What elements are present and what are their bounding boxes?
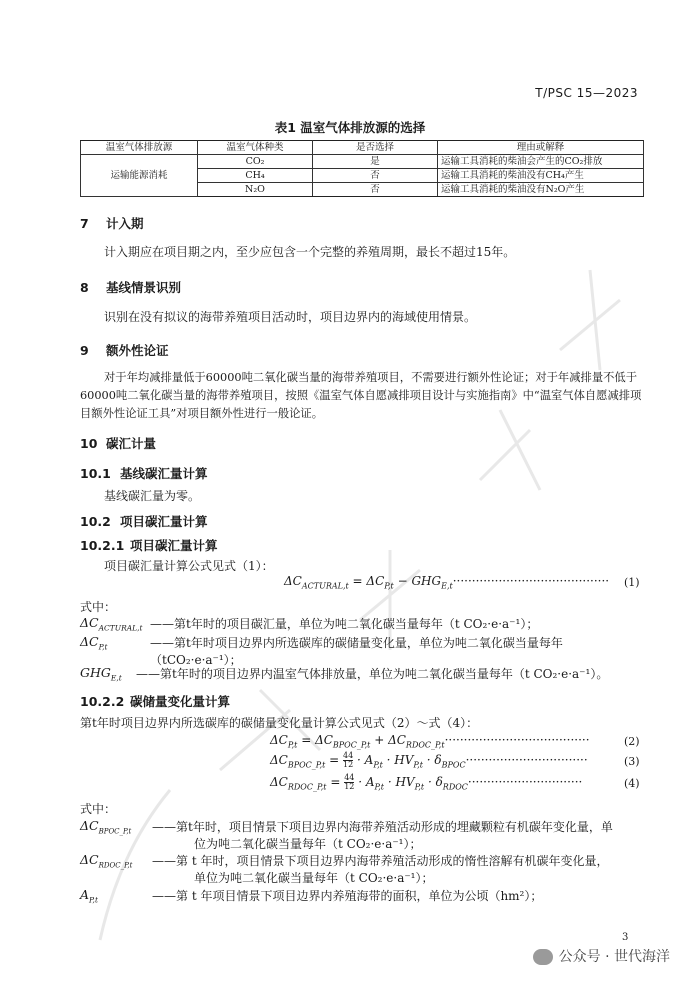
section-10-2-heading: 10.2 项目碳汇量计算 — [80, 514, 208, 529]
section-9-heading: 9 额外性论证 — [80, 343, 169, 358]
symbol-a-p: $A_{P,t}$ — [80, 887, 98, 905]
page-number: 3 — [622, 932, 629, 943]
cell-selected: 否 — [313, 169, 438, 183]
cell-reason: 运输工具消耗的柴油没有N₂O产生 — [438, 183, 644, 197]
where-label: 式中： — [80, 600, 117, 614]
section-7-heading: 7 计入期 — [80, 216, 144, 231]
cell-selected: 是 — [313, 155, 438, 169]
section-7-text: 计入期应在项目期之内，至少应包含一个完整的养殖周期，最长不超过15年。 — [104, 245, 516, 259]
definition-ghg-e: ——第t年时的项目边界内温室气体排放量，单位为吨二氧化碳当量每年（t CO₂·e·a⁻¹）。 — [136, 667, 609, 681]
equation-3: $\Delta C_{BPOC\_P,t}$ = $\frac{44}{12}$ · $A_{P,t} \cdot HV_{P,t} \cdot \delta_{BPOC}\cdot\cdot\cdot\cdot\cdot\cdot\cdot\cdot\cdot\cdot\cdot\cdot\cdot\cdot\cdot\cdot\cdot\cdot\cdot\cdot\cdot\cdot\cdot\cdot\cdot\cdot\cdot\cdot\cdot\cdot\cdot\cdot$ — [270, 751, 588, 770]
section-10-2-1-heading: 10.2.1 项目碳汇量计算 — [80, 538, 218, 553]
formula-2-intro: 第t年时项目边界内所选碳库的碳储量变化量计算公式见式（2）～式（4）： — [80, 716, 479, 730]
section-8-heading: 8 基线情景识别 — [80, 280, 182, 295]
equation-2: $\Delta C_{P,t} = \Delta C_{BPOC\_P,t} + \Delta C_{RDOC\_P,t}\cdot\cdot\cdot\cdot\cdot\cdot\cdot\cdot\cdot\cdot\cdot\cdot\cdot\cdot\cdot\cdot\cdot\cdot\cdot\cdot\cdot\cdot\cdot\cdot\cdot\cdot\cdot\cdot\cdot\cdot\cdot\cdot\cdot\cdot\cdot\cdot\cdot\cdot$ — [270, 733, 590, 750]
cell-reason: 运输工具消耗的柴油会产生的CO₂排放 — [438, 155, 644, 169]
cell-source: 运输能源消耗 — [81, 155, 198, 197]
symbol-ghg-e: $GHG_{E,t}$ — [80, 665, 122, 683]
section-10-2-2-heading: 10.2.2 碳储量变化量计算 — [80, 694, 231, 709]
definition-delta-c-p: ——第t年时项目边界内所选碳库的碳储量变化量，单位为吨二氧化碳当量每年（tCO₂·e·a⁻¹）； — [150, 636, 563, 667]
col-header-gas: 温室气体种类 — [198, 141, 313, 155]
symbol-delta-c-p: $\Delta C_{P,t}$ — [80, 634, 108, 652]
equation-4-number: (4) — [624, 777, 640, 790]
equation-4: $\Delta C_{RDOC\_P,t}$ = $\frac{44}{12}$ · $A_{P,t} \cdot HV_{P,t} \cdot \delta_{RDOC}\cdot\cdot\cdot\cdot\cdot\cdot\cdot\cdot\cdot\cdot\cdot\cdot\cdot\cdot\cdot\cdot\cdot\cdot\cdot\cdot\cdot\cdot\cdot\cdot\cdot\cdot\cdot\cdot\cdot\cdot$ — [270, 773, 583, 792]
account-watermark: 公众号 · 世代海洋 — [533, 946, 670, 966]
definition-delta-c-rdoc: ——第 t 年时，项目情景下项目边界内海带养殖活动形成的惰性溶解有机碳年变化量， 单位为吨二氧化碳当量每年（t CO₂·e·a⁻¹）； — [152, 854, 609, 885]
cell-gas: CH₄ — [198, 169, 313, 183]
table-header-row — [81, 141, 644, 155]
section-9-text: 对于年均减排量低于60000吨二氧化碳当量的海带养殖项目，不需要进行额外性论证；对于年减排量不低于60000吨二氧化碳当量的海带养殖项目，按照《温室气体自愿减排项目设计与实施指南》中“温室气体自愿减排项目额外性论证工具”对项目额外性进行一般论证。 — [80, 371, 642, 420]
where-label-2: 式中： — [80, 802, 117, 816]
definition-delta-c-actural: ——第t年时的项目碳汇量，单位为吨二氧化碳当量每年（t CO₂·e·a⁻¹）； — [150, 617, 539, 631]
table-row — [81, 155, 644, 169]
definition-a-p: ——第 t 年项目情景下项目边界内养殖海带的面积，单位为公顷（hm²）； — [152, 889, 543, 903]
symbol-delta-c-actural: $\Delta C_{ACTURAL,t}$ — [80, 615, 143, 633]
cell-selected: 否 — [313, 183, 438, 197]
fraction-44-12: $\frac{44}{12}$ — [343, 751, 354, 769]
equation-1: $\Delta C_{ACTURAL,t} = \Delta C_{P,t} - GHG_{E,t}\cdot\cdot\cdot\cdot\cdot\cdot\cdot\cdot\cdot\cdot\cdot\cdot\cdot\cdot\cdot\cdot\cdot\cdot\cdot\cdot\cdot\cdot\cdot\cdot\cdot\cdot\cdot\cdot\cdot\cdot\cdot\cdot\cdot\cdot\cdot\cdot\cdot\cdot\cdot\cdot\cdot$ — [284, 574, 610, 591]
col-header-selected: 是否选择 — [313, 141, 438, 155]
equation-1-number: (1) — [624, 576, 640, 589]
section-8-text: 识别在没有拟议的海带养殖项目活动时，项目边界内的海域使用情景。 — [104, 310, 477, 324]
section-10-heading: 10 碳汇计量 — [80, 436, 157, 451]
table-caption: 表1 温室气体排放源的选择 — [274, 120, 426, 135]
formula-1-intro: 项目碳汇量计算公式见式（1）： — [104, 559, 274, 573]
col-header-source: 温室气体排放源 — [81, 141, 198, 155]
symbol-delta-c-rdoc: $\Delta C_{RDOC\_P,t}$ — [80, 852, 133, 870]
wechat-icon — [533, 949, 553, 965]
definition-delta-c-bpoc: ——第t年时，项目情景下项目边界内海带养殖活动形成的埋藏颗粒有机碳年变化量，单 位为吨二氧化碳当量每年（t CO₂·e·a⁻¹）； — [152, 820, 613, 851]
equation-3-number: (3) — [624, 755, 640, 768]
document-code: T/PSC 15—2023 — [535, 86, 638, 100]
cell-gas: N₂O — [198, 183, 313, 197]
symbol-delta-c-bpoc: $\Delta C_{BPOC\_P,t}$ — [80, 818, 132, 836]
cell-gas: CO₂ — [198, 155, 313, 169]
section-10-1-heading: 10.1 基线碳汇量计算 — [80, 466, 208, 481]
emission-source-table — [80, 140, 644, 197]
cell-reason: 运输工具消耗的柴油没有CH₄产生 — [438, 169, 644, 183]
section-10-1-text: 基线碳汇量为零。 — [104, 489, 201, 503]
fraction-44-12: $\frac{44}{12}$ — [344, 773, 355, 791]
equation-2-number: (2) — [624, 735, 640, 748]
col-header-reason: 理由或解释 — [438, 141, 644, 155]
